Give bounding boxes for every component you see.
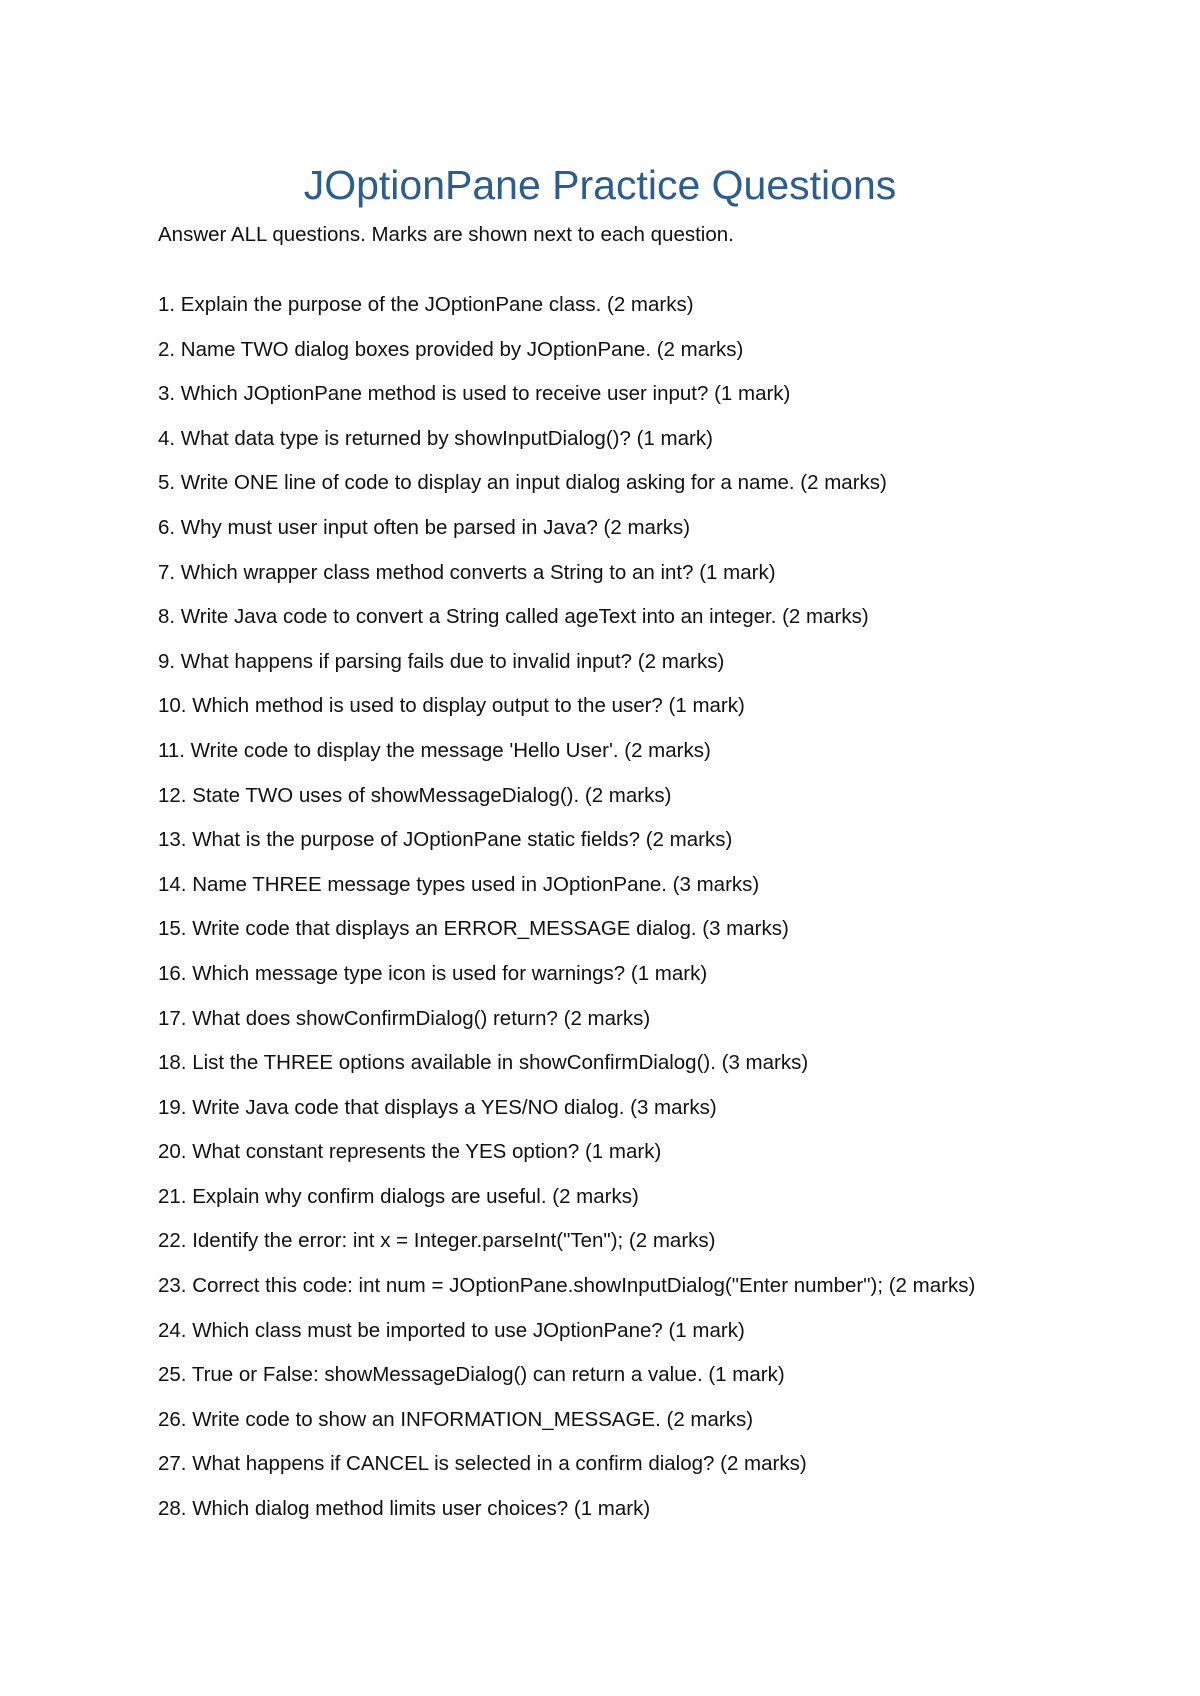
question-item: 26. Write code to show an INFORMATION_MESSAGE. (2 marks) — [158, 1407, 754, 1431]
question-item: 15. Write code that displays an ERROR_MESSAGE dialog. (3 marks) — [158, 917, 789, 941]
question-item: 23. Correct this code: int num = JOptionPane.showInputDialog("Enter number"); (2 marks) — [158, 1274, 976, 1298]
question-item: 2. Name TWO dialog boxes provided by JOptionPane. (2 marks) — [158, 337, 744, 361]
instructions-text: Answer ALL questions. Marks are shown next to each question. — [158, 223, 734, 246]
question-item: 25. True or False: showMessageDialog() can return a value. (1 mark) — [158, 1363, 785, 1387]
question-item: 12. State TWO uses of showMessageDialog(). (2 marks) — [158, 783, 672, 807]
question-item: 9. What happens if parsing fails due to invalid input? (2 marks) — [158, 649, 725, 673]
question-item: 11. Write code to display the message 'Hello User'. (2 marks) — [158, 738, 711, 762]
page-title: JOptionPane Practice Questions — [303, 162, 897, 208]
question-item: 21. Explain why confirm dialogs are useful. (2 marks) — [158, 1184, 639, 1208]
question-item: 10. Which method is used to display output to the user? (1 mark) — [158, 694, 745, 718]
question-item: 20. What constant represents the YES option? (1 mark) — [158, 1140, 662, 1164]
question-item: 16. Which message type icon is used for warnings? (1 mark) — [158, 961, 708, 985]
question-item: 3. Which JOptionPane method is used to receive user input? (1 mark) — [158, 382, 791, 406]
question-item: 4. What data type is returned by showInputDialog()? (1 mark) — [158, 426, 713, 450]
question-item: 27. What happens if CANCEL is selected in a confirm dialog? (2 marks) — [158, 1452, 807, 1476]
question-item: 1. Explain the purpose of the JOptionPane class. (2 marks) — [158, 293, 694, 316]
question-item: 14. Name THREE message types used in JOptionPane. (3 marks) — [158, 872, 760, 896]
question-item: 5. Write ONE line of code to display an input dialog asking for a name. (2 marks) — [158, 471, 887, 495]
question-item: 13. What is the purpose of JOptionPane static fields? (2 marks) — [158, 828, 733, 852]
question-item: 7. Which wrapper class method converts a String to an int? (1 mark) — [158, 560, 776, 584]
question-item: 17. What does showConfirmDialog() return? (2 marks) — [158, 1006, 651, 1030]
question-item: 19. Write Java code that displays a YES/NO dialog. (3 marks) — [158, 1095, 717, 1119]
question-item: 18. List the THREE options available in showConfirmDialog(). (3 marks) — [158, 1051, 809, 1075]
question-item: 22. Identify the error: int x = Integer.parseInt("Ten"); (2 marks) — [158, 1229, 716, 1253]
question-list — [158, 292, 975, 1541]
question-item: 28. Which dialog method limits user choices? (1 mark) — [158, 1497, 651, 1521]
question-item: 8. Write Java code to convert a String called ageText into an integer. (2 marks) — [158, 605, 869, 629]
question-item: 24. Which class must be imported to use JOptionPane? (1 mark) — [158, 1318, 745, 1342]
question-item: 6. Why must user input often be parsed in Java? (2 marks) — [158, 515, 691, 539]
